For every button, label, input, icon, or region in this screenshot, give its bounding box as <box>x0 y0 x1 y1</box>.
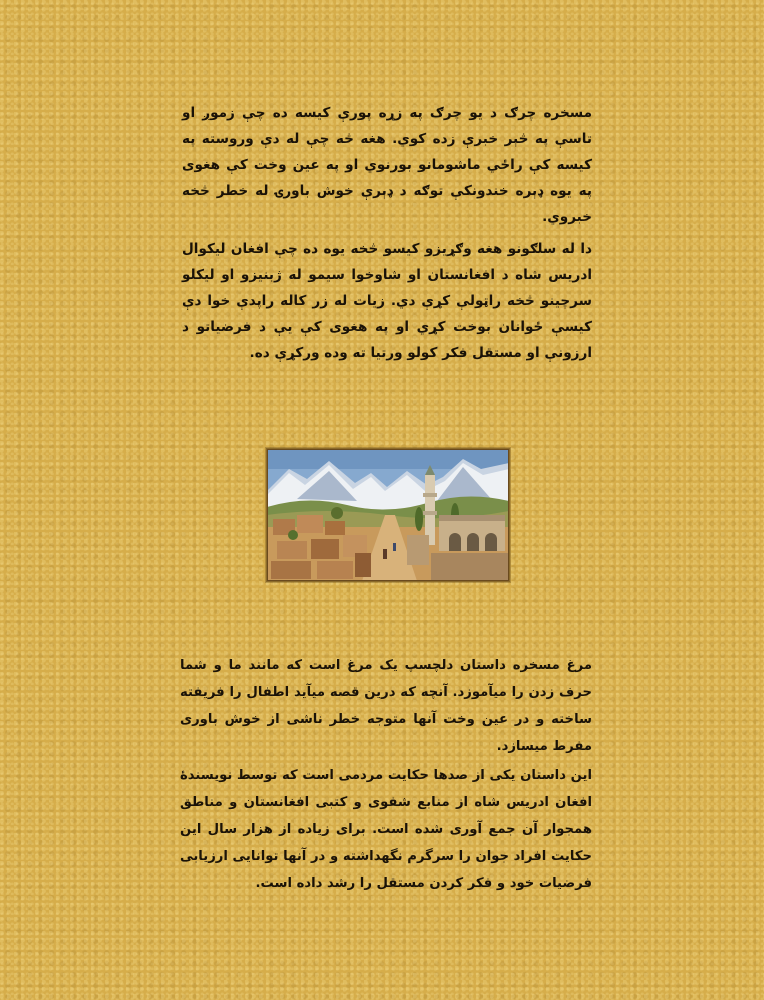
minaret <box>425 475 435 545</box>
dari-paragraph-1: مرغ مسخره داستان دلچسپ يک مرغ است که مانند ما و شما حرف زدن را ميآموزد. آنچه که درين قصه ميآيد اطفال را فريفته ساخته و در عين وخت آنها متوجه خطر ناشی از خوش باوری مفرط ميسازد. <box>180 658 592 754</box>
dari-paragraph-2: اين داستان يکی از صدها حکايت مردمی است که توسط نويسندۀ افغان ادريس شاه از منابع شفوی و کتبی افغانستان و مناطق همجوار آن جمع آوری شده است. برای زياده از هزار سال اين حکايت افراد جوان را سرگرم نگهداشته و در آنها توانايی ارزيابی فرضيات خود و فکر کردن مستقل را رشد داده است. <box>180 768 592 891</box>
village-landscape-illustration <box>266 448 510 582</box>
pashto-paragraph-2: دا له سلګونو هغه وګړيزو کيسو څخه يوه ده چې افغان ليکوال ادريس شاه د افغانستان او شاوخوا سيمو له ژبنيزو او ليکلو سرچينو څخه راټولې کړې دي. زيات له زر کاله راپدې خوا دې کيسې ځوانان بوخت کړي او په هغوی کې يې د فرضياتو د ارزونې او مستقل فکر کولو ورتيا ته وده ورکړې ده. <box>182 241 592 361</box>
pashto-paragraph-1: مسخره چرګ د يو چرګ په زړه پورې کيسه ده چې زموږ او تاسې په څېر خبرې زده کوي. هغه څه چې له دې وروسته په کيسه کې راځي ماشومانو بورنوي او په عين وخت کې هغوی په يوه ډېره خندونکې توګه د ډېرې خوش باورۍ له خطر څخه خبروي. <box>182 105 592 225</box>
